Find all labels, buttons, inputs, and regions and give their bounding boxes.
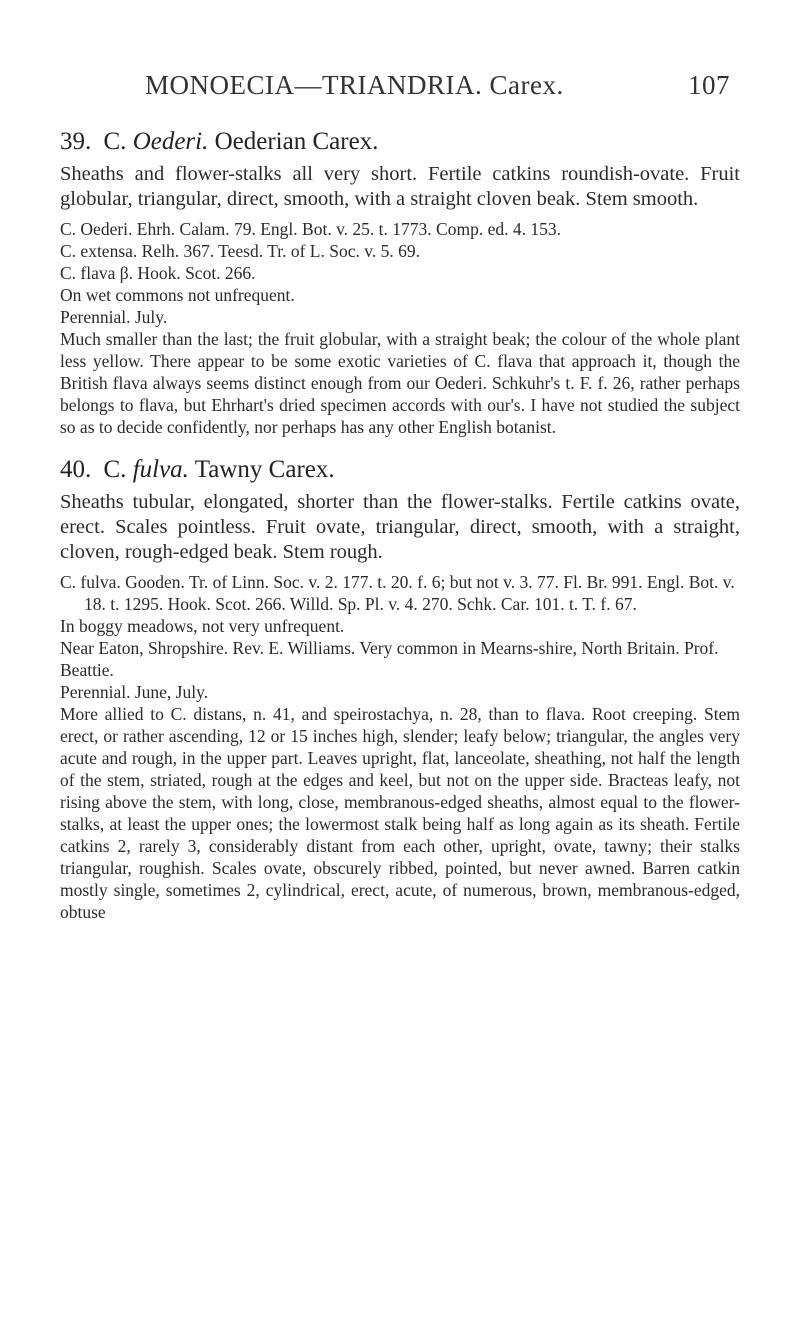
species-name: Oederi. [132, 128, 209, 155]
species-name-prefix: C. [103, 128, 127, 155]
species-description: More allied to C. distans, n. 41, and speirostachya, n. 28, than to flava. Root creeping. Stem erect, or rather ascending, 12 or 15 inches high, slender; leafy below; triangular, the angles very acute and rough, in the upper part. Leaves upright, flat, lanceolate, sheathing, not half the length of the stem, striated, rough at the edges and keel, but not on the upper side. Bracteas leafy, not rising above the stem, with long, close, membranous-edged sheaths, almost equal to the flower-stalks, at least the upper ones; the lowermost stalk being half as long again as its sheath. Fertile catkins 2, rarely 3, considerably distant from each other, upright, ovate, tawny; their stalks triangular, roughish. Scales ovate, obscurely ribbed, pointed, but never awned. Barren catkin mostly single, sometimes 2, cylindrical, erect, acute, of numerous, brown, membranous-edged, obtuse [60, 704, 740, 922]
synonym-line: C. fulva. Gooden. Tr. of Linn. Soc. v. 2. 177. t. 20. f. 6; but not v. 3. 77. Fl. Br. 991. Engl. Bot. v. 18. t. 1295. Hook. Scot. 266. Willd. Sp. Pl. v. 4. 270. Schk. Car. 101. t. T. f. 67. [60, 572, 735, 614]
species-name: fulva. [132, 456, 189, 483]
species-description: Much smaller than the last; the fruit globular, with a straight beak; the colour of the whole plant less yellow. There appear to be some exotic varieties of C. flava that approach it, though the British flava always seems distinct enough from our Oederi. Schkuhr's t. F. f. 26, rather perhaps belongs to flava, but Ehrhart's dried specimen accords with our's. I have not studied the subject so as to decide confidently, nor perhaps has any other English botanist. [60, 329, 740, 437]
species-name-prefix: C. [103, 456, 127, 483]
species-number: 40. [60, 456, 92, 483]
species-heading [60, 128, 740, 156]
species-common-name: Tawny Carex. [194, 456, 335, 483]
species-common-name: Oederian Carex. [214, 128, 379, 155]
duration-line: Perennial. June, July. [60, 682, 209, 702]
duration-line: Perennial. July. [60, 307, 168, 327]
species-heading [60, 456, 740, 484]
species-diagnosis: Sheaths tubular, elongated, shorter than the flower-stalks. Fertile catkins ovate, erect. Scales pointless. Fruit ovate, triangular, direct, smooth, with a straight, cloven, rough-edged beak. Stem rough. [60, 491, 740, 563]
localities-line: Near Eaton, Shropshire. Rev. E. Williams. Very common in Mearns-shire, North Britain. Prof. Beattie. [60, 638, 719, 680]
running-header [60, 70, 740, 110]
habitat-line: On wet commons not unfrequent. [60, 285, 295, 305]
synonym-line: C. flava β. Hook. Scot. 266. [60, 263, 256, 283]
habitat-line: In boggy meadows, not very unfrequent. [60, 616, 345, 636]
species-entry-40 [60, 456, 740, 923]
species-number: 39. [60, 128, 92, 155]
species-entry-39 [60, 128, 740, 438]
synonym-line: C. extensa. Relh. 367. Teesd. Tr. of L. Soc. v. 5. 69. [60, 241, 420, 261]
running-title: MONOECIA—TRIANDRIA. Carex. [145, 70, 564, 100]
species-diagnosis: Sheaths and flower-stalks all very short. Fertile catkins roundish-ovate. Fruit globular, triangular, direct, smooth, with a straight cloven beak. Stem smooth. [60, 163, 740, 210]
page-number: 107 [688, 70, 730, 100]
synonym-line: C. Oederi. Ehrh. Calam. 79. Engl. Bot. v. 25. t. 1773. Comp. ed. 4. 153. [60, 219, 561, 239]
